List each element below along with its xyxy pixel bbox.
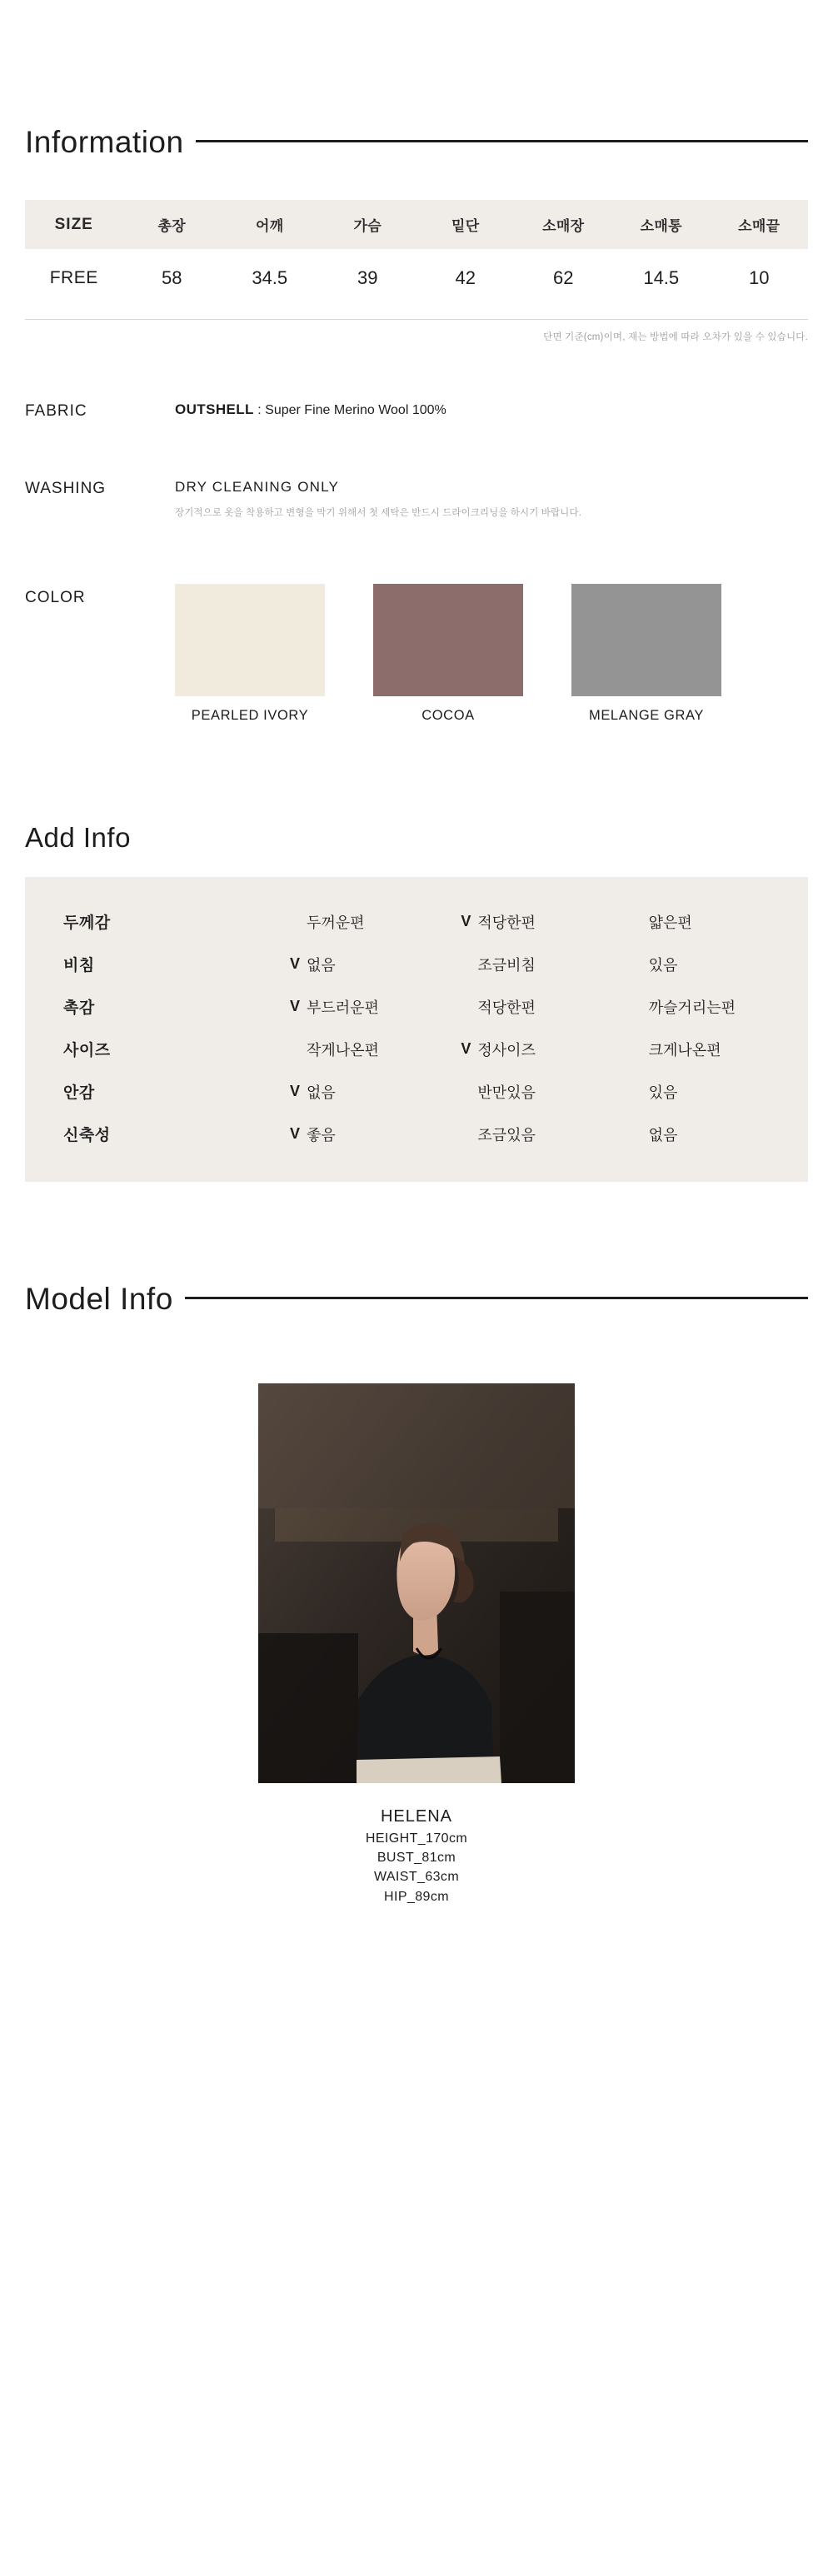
color-swatch-cocoa[interactable] (373, 584, 523, 724)
add-info-option[interactable] (427, 1039, 598, 1060)
fabric-outshell-label: OUTSHELL (175, 401, 254, 417)
size-cell-cuff: 10 (749, 267, 770, 288)
add-info-option-label: 조금비침 (477, 956, 536, 974)
size-header-size: SIZE (25, 200, 123, 249)
add-info-option-label: 있음 (648, 956, 678, 974)
add-info-label: 두께감 (63, 914, 111, 932)
size-cell-chest: 39 (357, 267, 378, 288)
add-info-option[interactable] (427, 954, 598, 975)
add-info-option[interactable] (427, 1081, 598, 1103)
size-header-sleeve-width: 소매통 (612, 200, 711, 249)
add-info-row-elasticity (63, 1113, 770, 1155)
size-header-chest: 가슴 (319, 200, 417, 249)
add-info-table (25, 877, 808, 1182)
add-info-option[interactable] (222, 911, 427, 933)
add-info-option-label: 두꺼운편 (307, 914, 365, 931)
add-info-option[interactable] (222, 954, 427, 975)
size-cell-shoulder: 34.5 (252, 267, 288, 288)
information-heading (25, 125, 808, 160)
size-table (25, 200, 808, 307)
washing-block (25, 479, 808, 519)
add-info-label: 안감 (63, 1084, 95, 1102)
table-row (25, 249, 808, 307)
size-table-note: 단면 기준(cm)이며, 재는 방법에 따라 오차가 있을 수 있습니다. (25, 319, 808, 343)
add-info-option[interactable] (599, 1124, 770, 1145)
add-info-row-thickness (63, 900, 770, 943)
add-info-option[interactable] (427, 996, 598, 1018)
page-title: Information (25, 125, 184, 159)
add-info-option-label: 적당한편 (477, 914, 536, 931)
check-mark: V (290, 1083, 301, 1099)
size-header-shoulder: 어깨 (221, 200, 319, 249)
color-swatch-melange-gray[interactable] (571, 584, 721, 724)
color-swatch-pearled-ivory[interactable] (175, 584, 325, 724)
add-info-option-label: 없음 (307, 956, 336, 974)
add-info-option[interactable] (427, 911, 598, 933)
fabric-composition: : Super Fine Merino Wool 100% (257, 403, 446, 417)
size-cell-sleeve-length: 62 (553, 267, 574, 288)
washing-label: WASHING (25, 480, 107, 497)
add-info-option-label: 얇은편 (648, 914, 692, 931)
model-info-heading (25, 1282, 808, 1317)
add-info-row-lining (63, 1070, 770, 1113)
add-info-option[interactable] (222, 1124, 427, 1145)
add-info-option-label: 까슬거리는편 (648, 999, 736, 1016)
size-header-sleeve-length: 소매장 (515, 200, 613, 249)
color-name: PEARLED IVORY (191, 708, 309, 723)
table-header-row (25, 200, 808, 249)
size-cell-size: FREE (49, 268, 98, 287)
color-chip (373, 584, 523, 696)
add-info-option-label: 없음 (648, 1126, 678, 1144)
color-label: COLOR (25, 589, 86, 606)
size-cell-length: 58 (162, 267, 182, 288)
add-info-option[interactable] (599, 1081, 770, 1103)
model-name: HELENA (380, 1807, 453, 1826)
model-waist: WAIST_63cm (373, 1870, 460, 1885)
size-header-cuff: 소매끝 (711, 200, 809, 249)
color-block (25, 584, 808, 724)
add-info-label: 신축성 (63, 1127, 111, 1144)
add-info-row-sheerness (63, 943, 770, 985)
add-info-option[interactable] (222, 1081, 427, 1103)
add-info-option[interactable] (599, 996, 770, 1018)
heading-rule (185, 1297, 808, 1299)
color-swatch-list (175, 584, 721, 724)
color-name: COCOA (421, 708, 475, 723)
add-info-label: 촉감 (63, 999, 95, 1017)
color-chip (571, 584, 721, 696)
fabric-value (175, 401, 446, 418)
add-info-option-label: 크게나온편 (648, 1041, 721, 1059)
add-info-option-label: 적당한편 (477, 999, 536, 1016)
fabric-label: FABRIC (25, 402, 87, 420)
model-hip: HIP_89cm (384, 1889, 449, 1904)
model-caption (25, 1805, 808, 1906)
size-cell-hem: 42 (455, 267, 476, 288)
size-header-length: 총장 (123, 200, 222, 249)
model-info-title: Model Info (25, 1282, 173, 1316)
add-info-label: 사이즈 (63, 1042, 111, 1059)
add-info-row-texture (63, 985, 770, 1028)
add-info-option[interactable] (599, 911, 770, 933)
add-info-option[interactable] (599, 954, 770, 975)
add-info-option-label: 조금있음 (477, 1126, 536, 1144)
check-mark: V (461, 913, 471, 929)
color-chip (175, 584, 325, 696)
size-cell-sleeve-width: 14.5 (643, 267, 680, 288)
model-info-section (25, 1282, 808, 1906)
washing-value-wrap (175, 479, 581, 519)
washing-note: 장기적으로 옷을 착용하고 변형을 막기 위해서 첫 세탁은 반드시 드라이크리닝을 하시기 바랍니다. (175, 508, 581, 518)
add-info-option-label: 작게나온편 (307, 1041, 379, 1059)
add-info-option-label: 정사이즈 (477, 1041, 536, 1059)
check-mark: V (461, 1040, 471, 1057)
add-info-label: 비침 (63, 957, 95, 974)
add-info-option[interactable] (599, 1039, 770, 1060)
fabric-block (25, 401, 808, 421)
add-info-option-label: 좋음 (307, 1126, 336, 1144)
add-info-title: Add Info (25, 822, 131, 853)
add-info-option[interactable] (222, 996, 427, 1018)
add-info-option[interactable] (222, 1039, 427, 1060)
check-mark: V (290, 955, 301, 972)
add-info-row-size (63, 1028, 770, 1070)
model-photo (258, 1383, 575, 1783)
model-bust: BUST_81cm (377, 1851, 456, 1866)
add-info-option[interactable] (427, 1124, 598, 1145)
washing-value: DRY CLEANING ONLY (175, 479, 340, 495)
model-height: HEIGHT_170cm (365, 1831, 468, 1846)
heading-rule (196, 140, 808, 142)
add-info-option-label: 없음 (307, 1084, 336, 1101)
model-photo-wrap (25, 1383, 808, 1783)
add-info-option-label: 있음 (648, 1084, 678, 1101)
size-header-hem: 밑단 (416, 200, 515, 249)
add-info-option-label: 반만있음 (477, 1084, 536, 1101)
check-mark: V (290, 998, 301, 1014)
check-mark: V (290, 1125, 301, 1142)
color-name: MELANGE GRAY (588, 708, 704, 723)
add-info-option-label: 부드러운편 (307, 999, 379, 1016)
